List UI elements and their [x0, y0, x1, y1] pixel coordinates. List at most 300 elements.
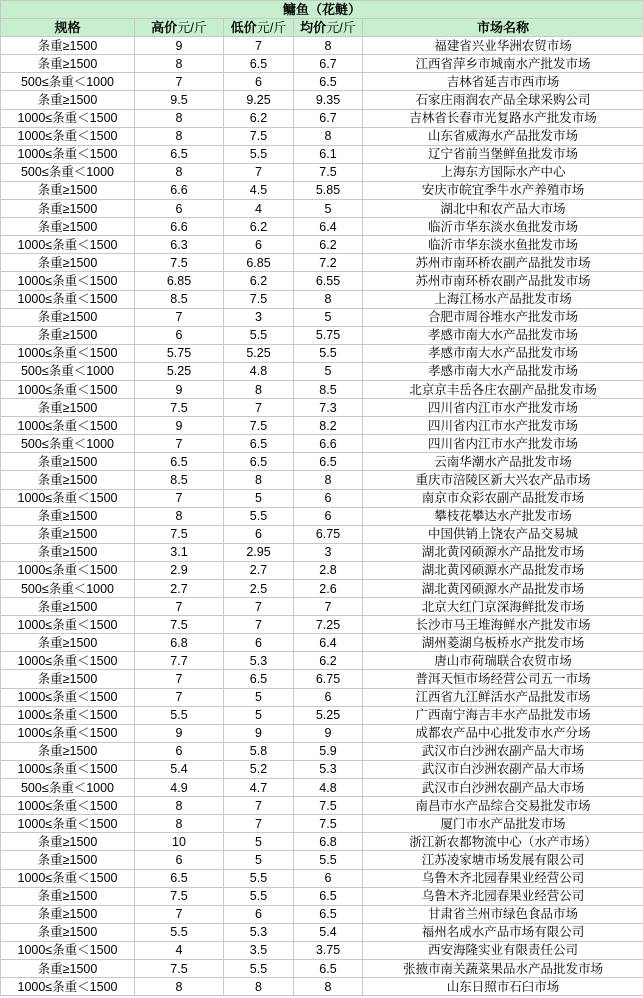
header-avg-label: 均价	[300, 19, 327, 35]
cell-high-price: 4.9	[135, 779, 224, 797]
cell-spec: 500≤条重＜1000	[1, 435, 135, 453]
cell-spec: 1000≤条重＜1500	[1, 978, 135, 996]
cell-spec: 条重≥1500	[1, 833, 135, 851]
cell-low-price: 6.5	[224, 435, 294, 453]
cell-high-price: 9	[135, 724, 224, 742]
cell-avg-price: 6.5	[294, 887, 363, 905]
cell-low-price: 5	[224, 489, 294, 507]
cell-avg-price: 6	[294, 489, 363, 507]
cell-avg-price: 6.2	[294, 236, 363, 254]
cell-spec: 条重≥1500	[1, 471, 135, 489]
cell-high-price: 5.5	[135, 706, 224, 724]
cell-spec: 1000≤条重＜1500	[1, 145, 135, 163]
table-row	[1, 905, 643, 923]
cell-low-price: 6	[224, 525, 294, 543]
table-row	[1, 652, 643, 670]
cell-spec: 500≤条重＜1000	[1, 779, 135, 797]
cell-low-price: 4.8	[224, 362, 294, 380]
cell-spec: 1000≤条重＜1500	[1, 815, 135, 833]
cell-low-price: 9	[224, 724, 294, 742]
cell-low-price: 5.3	[224, 923, 294, 941]
cell-avg-price: 5.25	[294, 706, 363, 724]
cell-low-price: 6.2	[224, 218, 294, 236]
cell-spec: 1000≤条重＜1500	[1, 417, 135, 435]
cell-high-price: 7.5	[135, 887, 224, 905]
cell-avg-price: 6.75	[294, 525, 363, 543]
cell-market: 吉林省延吉市西市场	[363, 73, 643, 91]
cell-high-price: 6.85	[135, 272, 224, 290]
cell-low-price: 7	[224, 598, 294, 616]
cell-high-price: 7	[135, 670, 224, 688]
cell-low-price: 4.5	[224, 181, 294, 199]
cell-spec: 条重≥1500	[1, 851, 135, 869]
table-row	[1, 236, 643, 254]
cell-low-price: 8	[224, 978, 294, 996]
header-high-unit: 元/斤	[177, 19, 207, 35]
cell-market: 张掖市南关蔬菜果品水产品批发市场	[363, 959, 643, 977]
header-avg-price	[294, 19, 363, 37]
cell-low-price: 5.3	[224, 652, 294, 670]
cell-low-price: 7	[224, 797, 294, 815]
cell-avg-price: 4.8	[294, 779, 363, 797]
cell-low-price: 5.5	[224, 145, 294, 163]
cell-market: 临沂市华东淡水鱼批发市场	[363, 236, 643, 254]
table-row	[1, 851, 643, 869]
cell-avg-price: 6.5	[294, 73, 363, 91]
cell-avg-price: 6	[294, 688, 363, 706]
table-row	[1, 616, 643, 634]
cell-market: 四川省内江市水产批发市场	[363, 417, 643, 435]
cell-high-price: 6	[135, 851, 224, 869]
cell-avg-price: 6.6	[294, 435, 363, 453]
header-low-unit: 元/斤	[256, 19, 287, 35]
cell-high-price: 2.9	[135, 561, 224, 579]
cell-avg-price: 5	[294, 200, 363, 218]
cell-avg-price: 8	[294, 471, 363, 489]
cell-market: 唐山市荷瑞联合农贸市场	[363, 652, 643, 670]
cell-low-price: 3	[224, 308, 294, 326]
cell-avg-price: 9.35	[294, 91, 363, 109]
cell-high-price: 6.5	[135, 145, 224, 163]
cell-spec: 1000≤条重＜1500	[1, 616, 135, 634]
cell-market: 四川省内江市水产批发市场	[363, 435, 643, 453]
cell-high-price: 5.4	[135, 760, 224, 778]
cell-high-price: 6.8	[135, 634, 224, 652]
cell-high-price: 6.3	[135, 236, 224, 254]
table-row	[1, 561, 643, 579]
cell-avg-price: 8.5	[294, 380, 363, 398]
cell-avg-price: 6.1	[294, 145, 363, 163]
cell-low-price: 7.5	[224, 417, 294, 435]
cell-spec: 1000≤条重＜1500	[1, 344, 135, 362]
cell-market: 浙江新农都物流中心（水产市场）	[363, 833, 643, 851]
table-row	[1, 489, 643, 507]
cell-high-price: 8	[135, 55, 224, 73]
cell-spec: 1000≤条重＜1500	[1, 109, 135, 127]
cell-spec: 条重≥1500	[1, 308, 135, 326]
cell-avg-price: 8	[294, 37, 363, 55]
cell-low-price: 7.5	[224, 127, 294, 145]
table-row	[1, 507, 643, 525]
cell-market: 广西南宁海吉丰水产品批发市场	[363, 706, 643, 724]
cell-market: 江西省九江鲜活水产品批发市场	[363, 688, 643, 706]
cell-high-price: 5.25	[135, 362, 224, 380]
table-row	[1, 815, 643, 833]
cell-avg-price: 5.85	[294, 181, 363, 199]
cell-avg-price: 7.5	[294, 797, 363, 815]
cell-market: 上海江杨水产品批发市场	[363, 290, 643, 308]
cell-market: 江苏凌家塘市场发展有限公司	[363, 851, 643, 869]
cell-avg-price: 6.7	[294, 109, 363, 127]
cell-high-price: 6.5	[135, 453, 224, 471]
cell-market: 孝感市南大水产品批发市场	[363, 362, 643, 380]
table-title: 鳙鱼（花鲢）	[1, 1, 643, 19]
cell-high-price: 9.5	[135, 91, 224, 109]
cell-spec: 条重≥1500	[1, 923, 135, 941]
cell-high-price: 8	[135, 109, 224, 127]
header-spec: 规格	[1, 19, 135, 37]
cell-spec: 500≤条重＜1000	[1, 73, 135, 91]
cell-market: 湖州菱湖乌板桥水产批发市场	[363, 634, 643, 652]
cell-spec: 1000≤条重＜1500	[1, 290, 135, 308]
cell-spec: 1000≤条重＜1500	[1, 236, 135, 254]
cell-spec: 条重≥1500	[1, 598, 135, 616]
table-row	[1, 290, 643, 308]
table-row	[1, 417, 643, 435]
cell-low-price: 5.2	[224, 760, 294, 778]
cell-avg-price: 5.75	[294, 326, 363, 344]
cell-market: 湖北中和农产品大市场	[363, 200, 643, 218]
cell-market: 湖北黄冈硕源水产品批发市场	[363, 580, 643, 598]
cell-market: 重庆市涪陵区新大兴农产品市场	[363, 471, 643, 489]
cell-low-price: 5	[224, 706, 294, 724]
cell-high-price: 6.6	[135, 181, 224, 199]
cell-spec: 条重≥1500	[1, 507, 135, 525]
cell-high-price: 7	[135, 489, 224, 507]
table-row	[1, 724, 643, 742]
cell-avg-price: 6.75	[294, 670, 363, 688]
cell-market: 辽宁省前当堡鲜鱼批发市场	[363, 145, 643, 163]
table-row	[1, 200, 643, 218]
table-row	[1, 453, 643, 471]
cell-avg-price: 7.5	[294, 815, 363, 833]
cell-low-price: 5.25	[224, 344, 294, 362]
table-row	[1, 779, 643, 797]
cell-spec: 条重≥1500	[1, 634, 135, 652]
cell-market: 长沙市马王堆海鲜水产批发市场	[363, 616, 643, 634]
cell-spec: 条重≥1500	[1, 453, 135, 471]
header-high-price	[135, 19, 224, 37]
cell-market: 云南华潮水产品批发市场	[363, 453, 643, 471]
cell-market: 武汉市白沙洲农副产品大市场	[363, 760, 643, 778]
cell-spec: 1000≤条重＜1500	[1, 869, 135, 887]
cell-avg-price: 9	[294, 724, 363, 742]
cell-avg-price: 6.2	[294, 652, 363, 670]
cell-market: 吉林省长春市光复路水产批发市场	[363, 109, 643, 127]
cell-market: 江西省萍乡市城南水产批发市场	[363, 55, 643, 73]
cell-low-price: 5.5	[224, 869, 294, 887]
table-row	[1, 869, 643, 887]
cell-avg-price: 7.5	[294, 163, 363, 181]
cell-low-price: 2.5	[224, 580, 294, 598]
table-row	[1, 580, 643, 598]
table-row	[1, 344, 643, 362]
cell-avg-price: 6.5	[294, 905, 363, 923]
cell-market: 福建省兴业华洲农贸市场	[363, 37, 643, 55]
table-row	[1, 978, 643, 996]
cell-low-price: 6.85	[224, 254, 294, 272]
cell-avg-price: 7.2	[294, 254, 363, 272]
table-row	[1, 91, 643, 109]
cell-high-price: 6	[135, 326, 224, 344]
cell-market: 武汉市白沙洲农副产品大市场	[363, 779, 643, 797]
cell-spec: 500≤条重＜1000	[1, 163, 135, 181]
cell-high-price: 8	[135, 507, 224, 525]
cell-low-price: 6.5	[224, 453, 294, 471]
cell-low-price: 5.8	[224, 742, 294, 760]
cell-avg-price: 5.3	[294, 760, 363, 778]
cell-low-price: 7	[224, 616, 294, 634]
cell-avg-price: 5	[294, 308, 363, 326]
cell-market: 安庆市皖宜季牛水产养殖市场	[363, 181, 643, 199]
cell-spec: 条重≥1500	[1, 91, 135, 109]
cell-low-price: 5.5	[224, 887, 294, 905]
cell-avg-price: 8.2	[294, 417, 363, 435]
header-row	[1, 19, 643, 37]
cell-low-price: 6.2	[224, 109, 294, 127]
cell-spec: 1000≤条重＜1500	[1, 797, 135, 815]
cell-high-price: 4	[135, 941, 224, 959]
table-body	[1, 37, 643, 996]
cell-avg-price: 6.55	[294, 272, 363, 290]
table-row	[1, 742, 643, 760]
cell-market: 山东省威海水产品批发市场	[363, 127, 643, 145]
cell-low-price: 5.5	[224, 959, 294, 977]
table-row	[1, 272, 643, 290]
cell-avg-price: 6.7	[294, 55, 363, 73]
cell-high-price: 10	[135, 833, 224, 851]
cell-high-price: 5.5	[135, 923, 224, 941]
table-row	[1, 55, 643, 73]
header-avg-unit: 元/斤	[326, 19, 356, 35]
table-row	[1, 145, 643, 163]
cell-market: 孝感市南大水产品批发市场	[363, 326, 643, 344]
cell-high-price: 9	[135, 417, 224, 435]
table-row	[1, 326, 643, 344]
cell-low-price: 6	[224, 236, 294, 254]
cell-spec: 条重≥1500	[1, 181, 135, 199]
table-row	[1, 380, 643, 398]
cell-market: 普洱天恒市场经营公司五一市场	[363, 670, 643, 688]
cell-spec: 1000≤条重＜1500	[1, 272, 135, 290]
cell-market: 合肥市周谷堆水产批发市场	[363, 308, 643, 326]
cell-low-price: 5.5	[224, 507, 294, 525]
table-row	[1, 688, 643, 706]
cell-low-price: 8	[224, 380, 294, 398]
cell-spec: 条重≥1500	[1, 326, 135, 344]
cell-spec: 1000≤条重＜1500	[1, 489, 135, 507]
header-market: 市场名称	[363, 19, 643, 37]
cell-market: 南京市众彩农副产品批发市场	[363, 489, 643, 507]
cell-low-price: 7	[224, 399, 294, 417]
table-row	[1, 598, 643, 616]
cell-high-price: 5.75	[135, 344, 224, 362]
cell-avg-price: 6.4	[294, 634, 363, 652]
table-row	[1, 833, 643, 851]
cell-high-price: 6	[135, 200, 224, 218]
cell-high-price: 7	[135, 435, 224, 453]
cell-high-price: 7.5	[135, 399, 224, 417]
cell-market: 临沂市华东淡水鱼批发市场	[363, 218, 643, 236]
cell-avg-price: 6.8	[294, 833, 363, 851]
table-row	[1, 435, 643, 453]
cell-low-price: 5	[224, 688, 294, 706]
cell-market: 北京大红门京深海鲜批发市场	[363, 598, 643, 616]
cell-avg-price: 7.25	[294, 616, 363, 634]
cell-market: 山东日照市石臼市场	[363, 978, 643, 996]
cell-low-price: 5.5	[224, 326, 294, 344]
cell-spec: 500≤条重＜1000	[1, 362, 135, 380]
table-row	[1, 634, 643, 652]
table-row	[1, 218, 643, 236]
cell-market: 苏州市南环桥农副产品批发市场	[363, 254, 643, 272]
cell-avg-price: 7.3	[294, 399, 363, 417]
cell-market: 武汉市白沙洲农副产品大市场	[363, 742, 643, 760]
table-row	[1, 525, 643, 543]
header-low-label: 低价	[230, 19, 257, 35]
cell-market: 乌鲁木齐北园春果业经营公司	[363, 869, 643, 887]
cell-high-price: 9	[135, 380, 224, 398]
cell-high-price: 2.7	[135, 580, 224, 598]
table-row	[1, 254, 643, 272]
cell-market: 上海东方国际水产中心	[363, 163, 643, 181]
cell-avg-price: 7	[294, 598, 363, 616]
cell-spec: 条重≥1500	[1, 670, 135, 688]
table-row	[1, 887, 643, 905]
cell-spec: 1000≤条重＜1500	[1, 760, 135, 778]
table-row	[1, 471, 643, 489]
table-row	[1, 543, 643, 561]
cell-spec: 条重≥1500	[1, 905, 135, 923]
cell-market: 西安海隆实业有限责任公司	[363, 941, 643, 959]
cell-low-price: 4.7	[224, 779, 294, 797]
cell-avg-price: 3.75	[294, 941, 363, 959]
cell-spec: 1000≤条重＜1500	[1, 706, 135, 724]
cell-high-price: 7	[135, 598, 224, 616]
table-row	[1, 163, 643, 181]
cell-high-price: 9	[135, 37, 224, 55]
cell-high-price: 7	[135, 308, 224, 326]
cell-spec: 条重≥1500	[1, 887, 135, 905]
cell-spec: 条重≥1500	[1, 37, 135, 55]
cell-high-price: 6	[135, 742, 224, 760]
cell-spec: 条重≥1500	[1, 959, 135, 977]
cell-high-price: 6.6	[135, 218, 224, 236]
table-row	[1, 797, 643, 815]
cell-market: 石家庄雨润农产品全球采购公司	[363, 91, 643, 109]
header-low-price	[224, 19, 294, 37]
cell-high-price: 7.5	[135, 959, 224, 977]
cell-market: 成都农产品中心批发市水产分场	[363, 724, 643, 742]
cell-low-price: 9.25	[224, 91, 294, 109]
cell-avg-price: 5	[294, 362, 363, 380]
cell-high-price: 8	[135, 127, 224, 145]
table-row	[1, 941, 643, 959]
cell-spec: 条重≥1500	[1, 55, 135, 73]
cell-spec: 1000≤条重＜1500	[1, 688, 135, 706]
cell-spec: 1000≤条重＜1500	[1, 724, 135, 742]
cell-spec: 条重≥1500	[1, 399, 135, 417]
cell-avg-price: 2.8	[294, 561, 363, 579]
cell-market: 四川省内江市水产批发市场	[363, 399, 643, 417]
cell-avg-price: 6.4	[294, 218, 363, 236]
cell-spec: 500≤条重＜1000	[1, 580, 135, 598]
cell-high-price: 7.5	[135, 525, 224, 543]
cell-avg-price: 6.5	[294, 453, 363, 471]
cell-high-price: 7	[135, 73, 224, 91]
cell-avg-price: 8	[294, 290, 363, 308]
table-row	[1, 73, 643, 91]
cell-low-price: 4	[224, 200, 294, 218]
cell-high-price: 8	[135, 978, 224, 996]
cell-spec: 1000≤条重＜1500	[1, 127, 135, 145]
cell-spec: 条重≥1500	[1, 543, 135, 561]
cell-low-price: 2.95	[224, 543, 294, 561]
table-row	[1, 37, 643, 55]
cell-low-price: 6.2	[224, 272, 294, 290]
cell-low-price: 6	[224, 905, 294, 923]
cell-market: 甘肃省兰州市绿色食品市场	[363, 905, 643, 923]
cell-high-price: 8	[135, 815, 224, 833]
cell-spec: 1000≤条重＜1500	[1, 652, 135, 670]
cell-high-price: 8	[135, 163, 224, 181]
cell-avg-price: 8	[294, 978, 363, 996]
cell-low-price: 7.5	[224, 290, 294, 308]
cell-high-price: 3.1	[135, 543, 224, 561]
table-row	[1, 760, 643, 778]
cell-high-price: 7.5	[135, 616, 224, 634]
cell-low-price: 6.5	[224, 670, 294, 688]
cell-market: 湖北黄冈硕源水产品批发市场	[363, 543, 643, 561]
table-row	[1, 670, 643, 688]
cell-market: 南昌市水产品综合交易批发市场	[363, 797, 643, 815]
cell-low-price: 7	[224, 163, 294, 181]
cell-avg-price: 2.6	[294, 580, 363, 598]
cell-low-price: 8	[224, 471, 294, 489]
cell-market: 厦门市水产品批发市场	[363, 815, 643, 833]
table-row	[1, 109, 643, 127]
cell-spec: 条重≥1500	[1, 218, 135, 236]
cell-low-price: 7	[224, 37, 294, 55]
table-row	[1, 127, 643, 145]
cell-low-price: 5	[224, 833, 294, 851]
cell-market: 攀枝花攀达水产批发市场	[363, 507, 643, 525]
cell-low-price: 6	[224, 634, 294, 652]
cell-avg-price: 6	[294, 507, 363, 525]
cell-low-price: 7	[224, 815, 294, 833]
cell-avg-price: 5.5	[294, 851, 363, 869]
cell-avg-price: 6.5	[294, 959, 363, 977]
cell-market: 孝感市南大水产品批发市场	[363, 344, 643, 362]
cell-high-price: 7	[135, 688, 224, 706]
table-row	[1, 308, 643, 326]
cell-market: 福州名成水产品市场有限公司	[363, 923, 643, 941]
header-high-label: 高价	[151, 19, 178, 35]
cell-high-price: 7.5	[135, 254, 224, 272]
cell-low-price: 6	[224, 73, 294, 91]
cell-high-price: 8	[135, 797, 224, 815]
cell-market: 乌鲁木齐北园春果业经营公司	[363, 887, 643, 905]
